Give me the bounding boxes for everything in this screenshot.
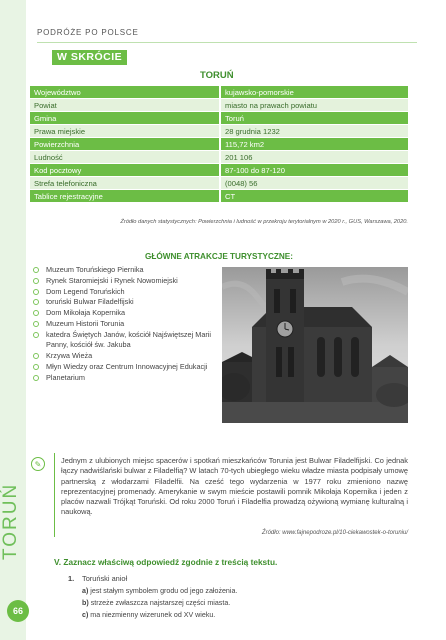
table-row [30, 112, 408, 125]
tip-divider [54, 453, 55, 537]
fact-label: Gmina [30, 112, 220, 125]
fact-label: Powiat [30, 99, 220, 112]
table-row [30, 99, 408, 112]
list-item [33, 276, 218, 286]
fact-label: Ludność [30, 151, 220, 164]
stats-source-note: Źródło danych statystycznych: Powierzchnia i ludność w przekroju terytorialnym w 2020 r., GUS, Warszawa, 2020. [120, 219, 408, 225]
page-number: 66 [7, 600, 29, 622]
attraction-label: katedra Świętych Janów, kościół Najświętszej Marii Panny, kościół św. Jakuba [46, 329, 212, 350]
list-item [33, 362, 218, 372]
attraction-label: Planetarium [46, 372, 85, 382]
cathedral-photo [222, 267, 408, 423]
attraction-label: Rynek Staromiejski i Rynek Nowomiejski [46, 275, 178, 285]
circle-bullet-icon [33, 278, 39, 284]
tip-paragraph: Jednym z ulubionych miejsc spacerów i spotkań mieszkańców Torunia jest Bulwar Filadelfijski. Co jednak łączy nadwiślański bulwar z Filadelfią? W latach 70-tych ubiegłego wieku władze miasta podpisały umowę partnerską z włodarzami Filadelfii. Na cześć tego wydarzenia w 1977 roku zmieniono nazwę reprezentacyjnej promenady. Amerykanie w swym mieście postawili pomnik Mikołaja Kopernika i jeden z placów nazwali Trójkąt Toruński. Od roku 2000 Toruń i Filadelfia prowadzą ożywioną wymianę kulturalną i naukową. [61, 456, 408, 517]
table-row [30, 151, 408, 164]
answer-option-a[interactable] [82, 587, 237, 595]
list-item [33, 373, 218, 383]
fact-label: Strefa telefoniczna [30, 177, 220, 190]
tip-source-note: Źródło: www.fajnepodroze.pl/10-ciekawostek-o-toruniu/ [261, 530, 408, 536]
circle-bullet-icon [33, 310, 39, 316]
fact-value: (0048) 56 [220, 177, 408, 190]
option-letter: c) [82, 611, 89, 619]
attractions-list [33, 265, 218, 383]
list-item [33, 351, 218, 361]
answer-option-b[interactable] [82, 599, 230, 607]
fact-value: kujawsko-pomorskie [220, 86, 408, 99]
list-item [33, 297, 218, 307]
fact-label: Prawa miejskie [30, 125, 220, 138]
attraction-label: Dom Legend Toruńskich [46, 286, 125, 296]
circle-bullet-icon [33, 353, 39, 359]
circle-bullet-icon [33, 364, 39, 370]
question-number: 1. [68, 574, 75, 583]
attraction-label: Dom Mikołaja Kopernika [46, 308, 126, 318]
table-row [30, 86, 408, 99]
exercise-title: V. Zaznacz właściwą odpowiedź zgodnie z treścią tekstu. [54, 557, 278, 567]
facts-table [30, 86, 408, 203]
summary-tab: W SKRÓCIE [52, 50, 127, 65]
fact-label: Tablice rejestracyjne [30, 190, 220, 203]
table-row [30, 138, 408, 151]
cathedral-photo-graphic [222, 267, 408, 423]
attractions-heading: GŁÓWNE ATRAKCJE TURYSTYCZNE: [145, 252, 293, 261]
vertical-city-title: TORUŃ [0, 482, 21, 560]
header-divider [37, 42, 417, 43]
list-item [33, 319, 218, 329]
fact-value: 115,72 km2 [220, 138, 408, 151]
fact-value: CT [220, 190, 408, 203]
option-letter: a) [82, 587, 89, 595]
fact-value: 201 106 [220, 151, 408, 164]
option-text: ma niezmienny wizerunek od XV wieku. [90, 611, 216, 619]
circle-bullet-icon [33, 375, 39, 381]
attraction-label: Młyn Wiedzy oraz Centrum Innowacyjnej Edukacji [46, 361, 208, 371]
table-row [30, 177, 408, 190]
section-title: PODRÓŻE PO POLSCE [37, 28, 139, 37]
circle-bullet-icon [33, 299, 39, 305]
circle-bullet-icon [33, 289, 39, 295]
table-row [30, 190, 408, 203]
circle-bullet-icon [33, 267, 39, 273]
table-row [30, 125, 408, 138]
fact-value: 87-100 do 87-120 [220, 164, 408, 177]
option-letter: b) [82, 599, 89, 607]
attraction-label: Muzeum Historii Torunia [46, 318, 125, 328]
list-item [33, 308, 218, 318]
option-text: strzeże zwłaszcza najstarszej części miasta. [90, 599, 231, 607]
attraction-label: Muzeum Toruńskiego Piernika [46, 265, 144, 274]
fact-label: Powierzchnia [30, 138, 220, 151]
circle-bullet-icon [33, 332, 39, 338]
fact-value: Toruń [220, 112, 408, 125]
attraction-label: toruński Bulwar Filadelfijski [46, 297, 134, 307]
circle-bullet-icon [33, 321, 39, 327]
fact-value: miasto na prawach powiatu [220, 99, 408, 112]
fact-label: Województwo [30, 86, 220, 99]
fact-value: 28 grudnia 1232 [220, 125, 408, 138]
attraction-label: Krzywa Wieża [46, 350, 93, 360]
question-text: Toruński anioł [82, 574, 128, 583]
list-item [33, 287, 218, 297]
city-heading: TORUŃ [200, 70, 234, 81]
fact-label: Kod pocztowy [30, 164, 220, 177]
option-text: jest stałym symbolem grodu od jego założenia. [90, 587, 238, 595]
table-row [30, 164, 408, 177]
list-item [33, 265, 218, 275]
list-item [33, 330, 218, 351]
pencil-icon: ✎ [31, 457, 45, 471]
answer-option-c[interactable] [82, 611, 215, 619]
